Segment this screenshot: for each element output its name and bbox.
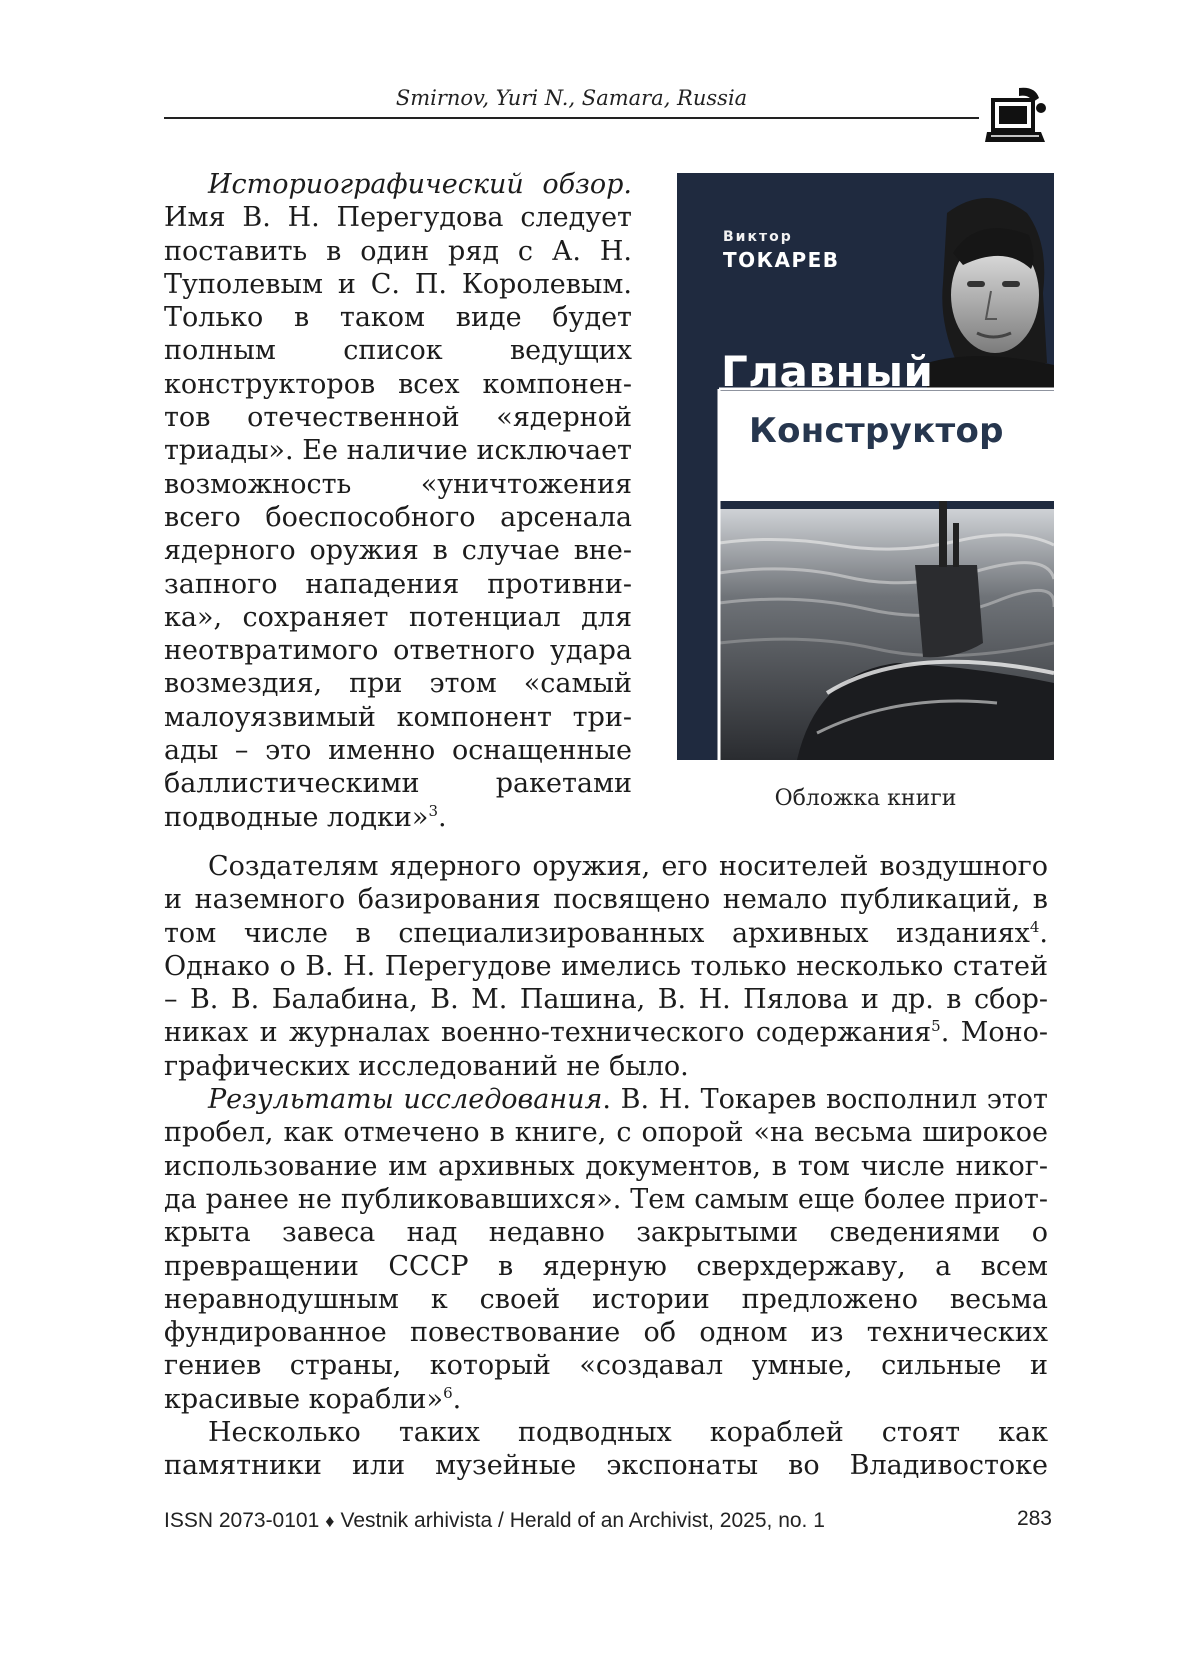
footer-citation xyxy=(164,1509,825,1533)
footnote-5[interactable]: 5 xyxy=(931,1017,941,1036)
book-cover xyxy=(677,173,1054,760)
portrait-image xyxy=(927,198,1054,388)
left-column-text xyxy=(164,168,632,834)
footnote-4[interactable]: 4 xyxy=(1029,917,1040,936)
cover-author-last-name: ТОКАРЕВ xyxy=(723,248,840,272)
results-lead: Результаты исследования xyxy=(208,1084,603,1116)
cover-author-first-name: Виктор xyxy=(723,229,793,245)
publications-text-3: . Монографических исследований не было. xyxy=(164,1017,1048,1082)
running-title: Smirnov, Yuri N., Samara, Russia xyxy=(395,86,748,110)
historiography-end: . xyxy=(437,801,447,833)
footnote-6[interactable]: 6 xyxy=(443,1383,453,1402)
footnote-3[interactable]: 3 xyxy=(428,801,438,820)
header-rule xyxy=(164,117,979,119)
historiography-text: Имя В. Н. Перегудова следует поставить в один ряд с А. Н. Туполевым и С. П. Королевым. Только в таком виде будет полным список ведущих конструкторов всех компонентов отечественной «ядерной триады». Ее наличие исключает возможность «уничтожения всего боеспособного арсенала ядерного оружия в случае внезапного нападения противника», сохраняет потенциал для неотвратимого ответного удара возмездия, при этом «самый малоуязвимый компонент триады – это именно оснащенные баллистическими ракетами подводные лодки» xyxy=(164,202,632,833)
paragraph-publications xyxy=(164,850,1048,1083)
paragraph-results xyxy=(164,1083,1048,1416)
results-end: . xyxy=(452,1383,462,1415)
paragraph-monuments xyxy=(164,1416,1048,1483)
historiography-lead: Историографический обзор. xyxy=(208,169,632,200)
cover-title-line-2: Конструктор xyxy=(749,411,1004,451)
results-text: . В. Н. Токарев восполнил этот пробел, как отмечено в книге, с опорой «на весьма широкое использование им архивных документов, в том числе никогда ранее не публиковавшихся». Тем самым еще более приоткрыта завеса над недавно закрытыми сведениями о превращении СССР в ядерную сверхдержаву, а всем неравнодушным к своей истории предложено весьма фундированное повествование об одном из технических гениев страны, который «создавал умные, сильные и красивые корабли» xyxy=(164,1084,1048,1415)
publications-text-2: . Однако о В. Н. Перегудове имелись только несколько статей – В. В. Балабина, В. М. Пашина, В. Н. Пялова и др. в сборниках и журналах военно-технического содержания xyxy=(164,917,1048,1049)
submarine-image xyxy=(719,491,1054,760)
full-width-text xyxy=(164,850,1048,1483)
monuments-text: Несколько таких подводных кораблей стоят как памятники или музейные экспонаты во Владивостоке xyxy=(164,1417,1048,1482)
diamond-icon: ♦ xyxy=(325,1511,335,1531)
page-number: 283 xyxy=(1016,1507,1052,1530)
journal-logo-icon xyxy=(983,84,1049,146)
footer-journal: Vestnik arhivista / Herald of an Archivist, 2025, no. 1 xyxy=(340,1509,825,1532)
figure-caption: Обложка книги xyxy=(774,786,957,811)
paragraph-historiography xyxy=(164,168,632,834)
publications-text: Создателям ядерного оружия, его носителей воздушного и наземного базирования посвящено немало публикаций, в том числе в специализированных архивных изданиях xyxy=(164,851,1048,949)
footer-issn: ISSN 2073-0101 xyxy=(164,1509,320,1532)
cover-title-line-1: Главный xyxy=(721,347,934,396)
